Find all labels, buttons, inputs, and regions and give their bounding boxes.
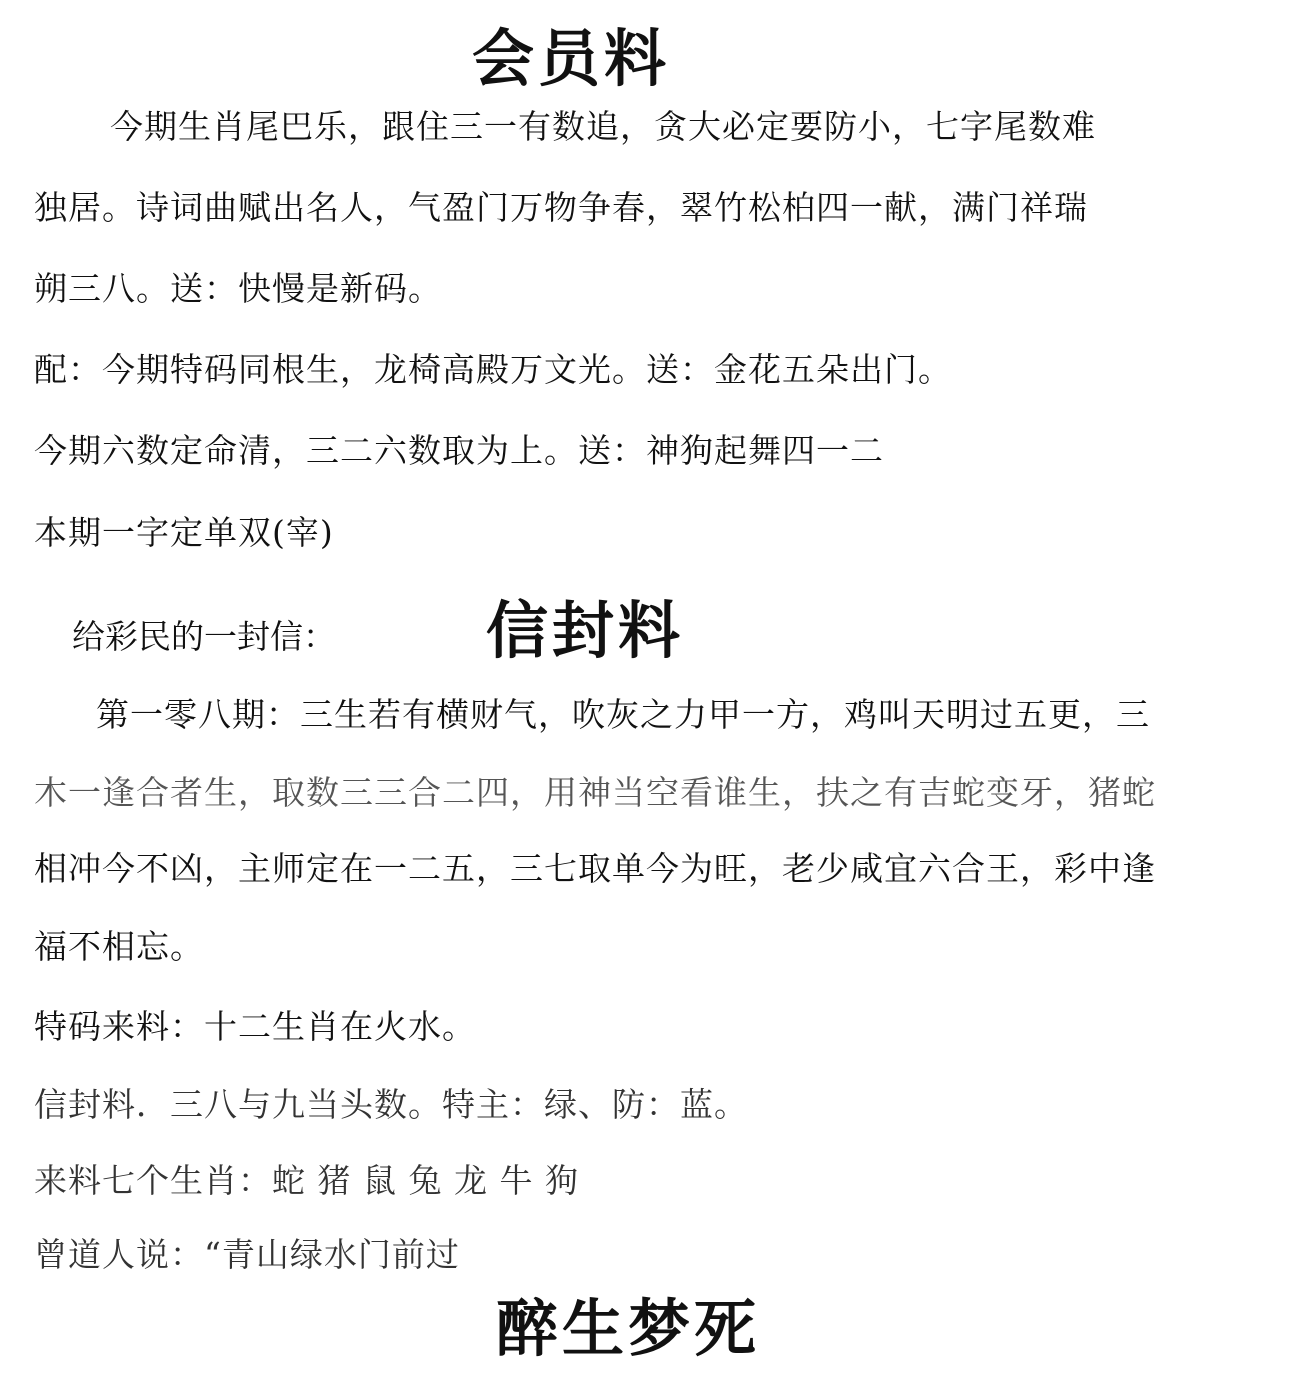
letter-intro: 给彩民的一封信：	[72, 617, 336, 656]
section-title-huiyuanliao: 会员料	[472, 22, 671, 95]
text-line: 曾道人说：“青山绿水门前过	[34, 1235, 460, 1274]
text-line: 木一逢合者生，取数三三合二四，用神当空看谁生，扶之有吉蛇变牙，猪蛇	[34, 773, 1156, 812]
text-line: 配：今期特码同根生，龙椅高殿万文光。送：金花五朵出门。	[34, 350, 952, 389]
text-line: 今期生肖尾巴乐，跟住三一有数追，贪大必定要防小，七字尾数难	[110, 107, 1096, 146]
section-title-xinfengliao: 信封料	[486, 594, 685, 667]
section-title-zuishengmengsi: 醉生梦死	[496, 1292, 761, 1365]
text-line: 本期一字定单双(宰)	[34, 513, 334, 552]
text-line: 特码来料：十二生肖在火水。	[34, 1007, 476, 1046]
text-line: 第一零八期：三生若有横财气，吹灰之力甲一方，鸡叫天明过五更，三	[96, 695, 1150, 734]
text-line: 相冲今不凶，主师定在一二五，三七取单今为旺，老少咸宜六合王，彩中逢	[34, 849, 1156, 888]
text-line: 独居。诗词曲赋出名人，气盈门万物争春，翠竹松柏四一献，满门祥瑞	[34, 188, 1088, 227]
text-line: 来料七个生肖：蛇 猪 鼠 兔 龙 牛 狗	[34, 1161, 579, 1200]
text-line: 今期六数定命清，三二六数取为上。送：神狗起舞四一二	[34, 431, 884, 470]
text-line: 信封料．三八与九当头数。特主：绿、防：蓝。	[34, 1085, 748, 1124]
text-line: 福不相忘。	[34, 927, 204, 966]
text-line: 朔三八。送：快慢是新码。	[34, 269, 442, 308]
